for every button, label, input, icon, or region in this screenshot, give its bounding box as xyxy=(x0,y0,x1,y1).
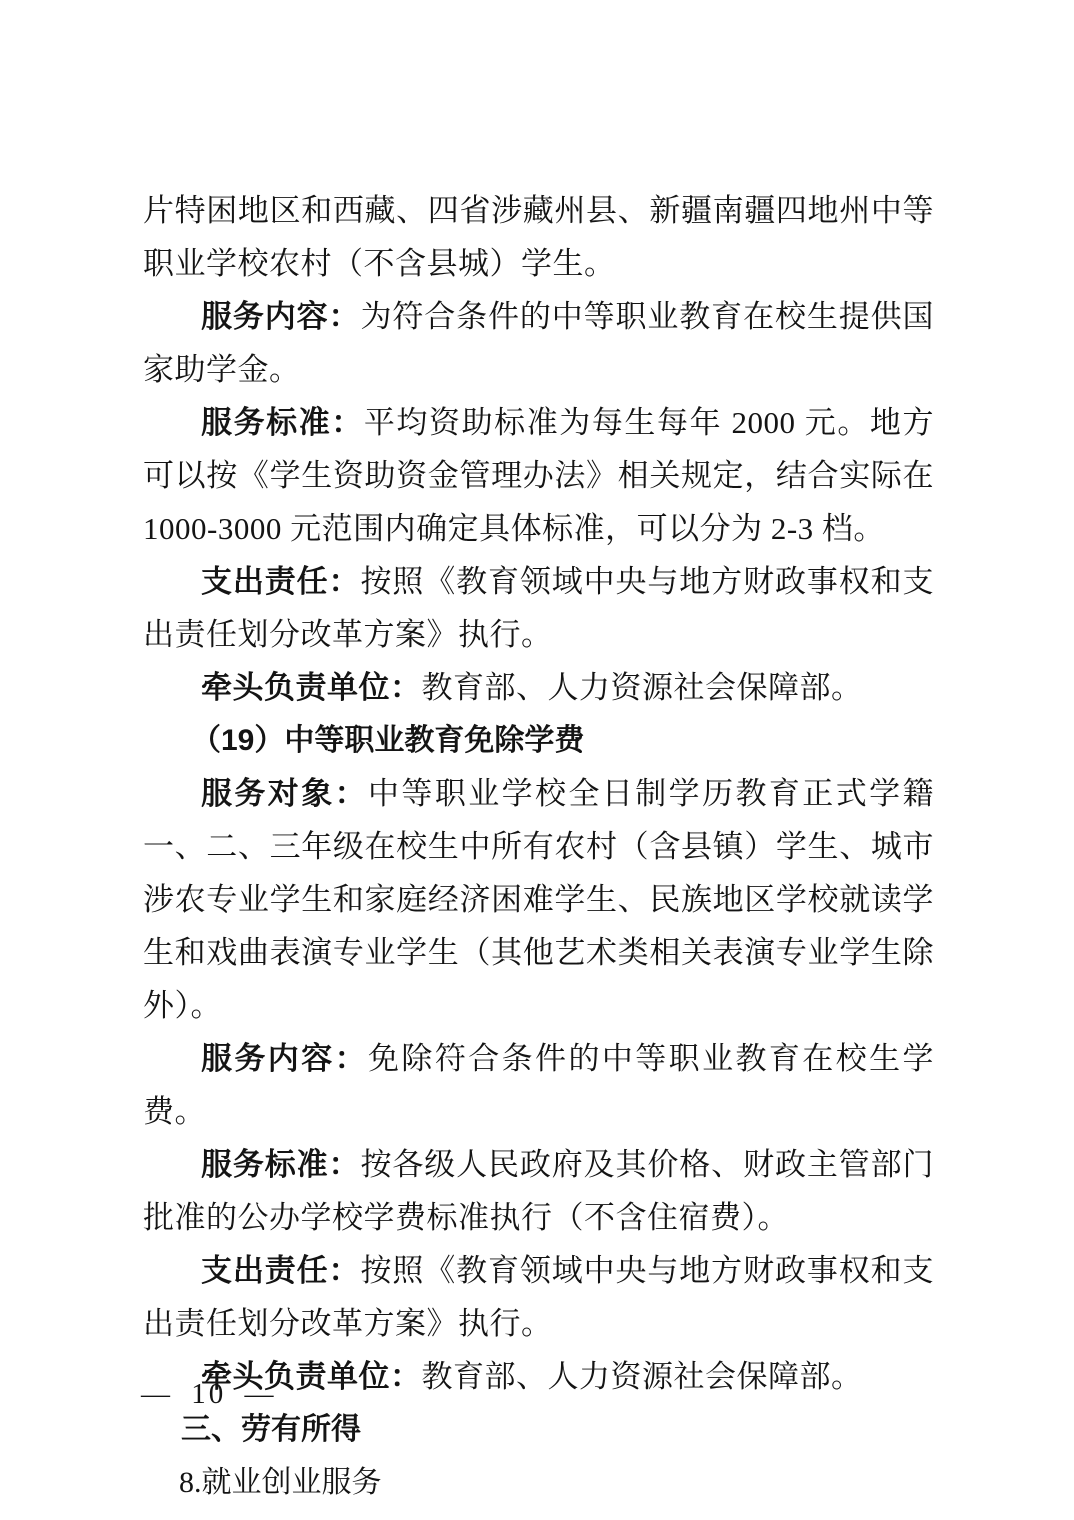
paragraph-lead: 支出责任： xyxy=(201,564,361,599)
subheading-item-8: 8.就业创业服务 xyxy=(179,1466,382,1499)
paragraph-text: 片特困地区和西藏、四省涉藏州县、新疆南疆四地州中等职业学校农村（不含县城）学生。 xyxy=(143,193,934,281)
heading-item-19: （19）中等职业教育免除学费 xyxy=(191,724,585,757)
paragraph-text: 教育部、人力资源社会保障部。 xyxy=(421,1359,863,1394)
paragraph-lead: 服务内容： xyxy=(201,1041,369,1076)
paragraph-service-standard-2 xyxy=(143,1138,934,1244)
paragraph-service-target xyxy=(143,767,934,1032)
paragraph-text: 平均资助标准为每生每年 2000 元。地方可以按《学生资助资金管理办法》相关规定，结合实际在 1000-3000 元范围内确定具体标准，可以分为 2-3 档。 xyxy=(143,405,935,546)
paragraph-lead: 服务内容： xyxy=(201,299,361,334)
paragraph-lead: 牵头负责单位： xyxy=(201,1359,422,1394)
paragraph-lead: 服务对象： xyxy=(201,776,369,811)
paragraph-expenditure-responsibility-2 xyxy=(143,1244,934,1350)
paragraph-text: 按照《教育领域中央与地方财政事权和支出责任划分改革方案》执行。 xyxy=(143,564,935,652)
paragraph-text: 为符合条件的中等职业教育在校生提供国家助学金。 xyxy=(143,299,935,387)
paragraph-text: 教育部、人力资源社会保障部。 xyxy=(421,670,863,705)
paragraph-text: 免除符合条件的中等职业教育在校生学费。 xyxy=(143,1041,935,1129)
paragraph-text: 按各级人民政府及其价格、财政主管部门批准的公办学校学费标准执行（不含住宿费）。 xyxy=(143,1147,935,1235)
paragraph-lead: 牵头负责单位： xyxy=(201,670,422,705)
paragraph-continuation xyxy=(143,184,934,290)
document-body xyxy=(143,184,934,1509)
paragraph-lead: 服务标准： xyxy=(201,1147,361,1182)
heading-section-3: 三、劳有所得 xyxy=(181,1413,361,1446)
paragraph-expenditure-responsibility xyxy=(143,555,934,661)
paragraph-service-content xyxy=(143,290,934,396)
paragraph-lead: 服务标准： xyxy=(201,405,364,440)
paragraph-text: 中等职业学校全日制学历教育正式学籍一、二、三年级在校生中所有农村（含县镇）学生、城市涉农专业学生和家庭经济困难学生、民族地区学校就读学生和戏曲表演专业学生（其他艺术类相关表演专业学生除外）。 xyxy=(143,776,935,1023)
paragraph-lead: 支出责任： xyxy=(201,1253,361,1288)
page-number: — 10 — xyxy=(141,1378,277,1410)
paragraph-lead-unit xyxy=(143,661,934,714)
paragraph-service-standard xyxy=(143,396,934,555)
paragraph-text: 按照《教育领域中央与地方财政事权和支出责任划分改革方案》执行。 xyxy=(143,1253,935,1341)
paragraph-service-content-2 xyxy=(143,1032,934,1138)
